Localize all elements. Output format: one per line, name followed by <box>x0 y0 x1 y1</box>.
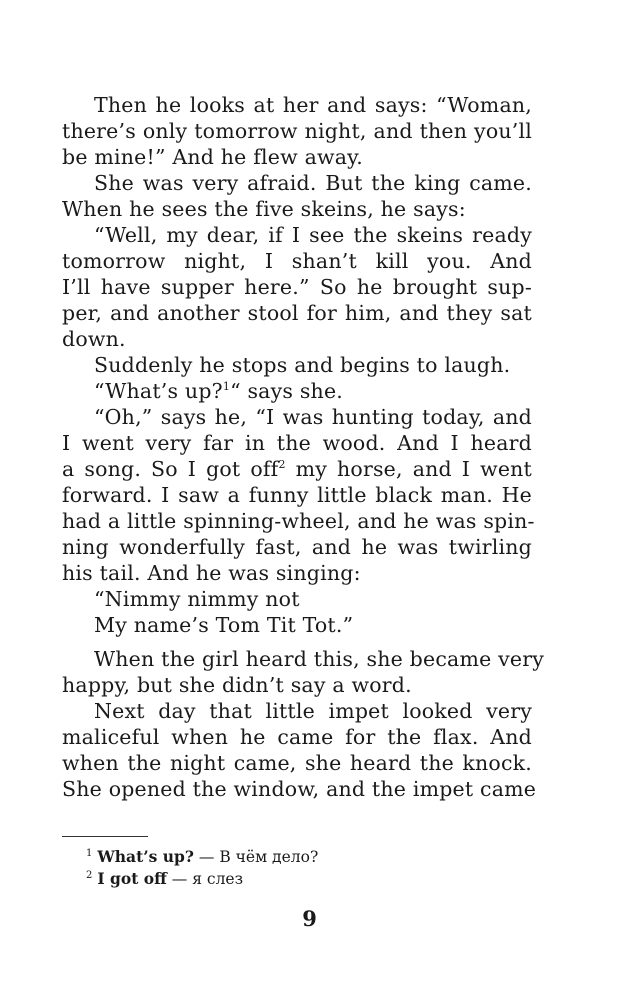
text-line: She was very afraid. But the king came. <box>94 171 532 195</box>
footnote-translation: В чём дело? <box>219 848 319 866</box>
text-line-with-footnote <box>62 456 532 482</box>
text-line: his tail. And he was singing: <box>62 561 361 585</box>
footnote-separator: — <box>166 870 193 888</box>
text-line: forward. I saw a funny little black man. He <box>62 483 532 507</box>
text-segment: a song. So I got off <box>62 457 279 481</box>
footnote-mark: 2 <box>278 458 286 471</box>
text-line: be mine!” And he flew away. <box>62 145 363 169</box>
text-line: Next day that little impet looked very <box>94 699 532 723</box>
text-line: She opened the window, and the impet came <box>62 777 537 801</box>
text-line: when the night came, she heard the knock. <box>62 751 532 775</box>
song-line: “Nimmy nimmy not <box>94 587 300 611</box>
footnote-1 <box>86 844 318 867</box>
text-line: When he sees the five skeins, he says: <box>62 197 466 221</box>
footnote-mark: 1 <box>222 380 231 393</box>
footnote-number: 2 <box>86 870 93 881</box>
footnote-2 <box>86 866 243 889</box>
text-line-with-footnote <box>94 378 532 404</box>
song-line: My name’s Tom Tit Tot.” <box>94 613 354 637</box>
text-line: Suddenly he stops and begins to laugh. <box>94 353 511 377</box>
text-line: Then he looks at her and says: “Woman, <box>94 93 532 117</box>
text-line: tomorrow night, I shan’t kill you. And <box>62 249 532 273</box>
footnote-term: I got off <box>97 869 167 888</box>
footnote-number: 1 <box>86 848 93 859</box>
footnote-divider <box>62 836 148 837</box>
text-line: maliceful when he came for the flax. And <box>62 725 532 749</box>
text-segment: my horse, and I went <box>285 457 532 481</box>
text-segment: “ says she. <box>230 379 343 403</box>
text-line: ning wonderfully fast, and he was twirling <box>62 535 532 559</box>
page-number: 9 <box>302 906 317 931</box>
text-line: “Well, my dear, if I see the skeins ready <box>94 223 532 247</box>
text-line: down. <box>62 327 126 351</box>
text-line: I went very far in the wood. And I heard <box>62 431 532 455</box>
footnote-translation: я слез <box>192 870 244 888</box>
text-line: per, and another stool for him, and they sat <box>62 301 532 325</box>
text-line: there’s only tomorrow night, and then you’ll <box>62 119 532 143</box>
text-line: had a little spinning-wheel, and he was spin- <box>62 509 535 533</box>
footnote-term: What’s up? <box>97 847 194 866</box>
footnote-separator: — <box>193 848 220 866</box>
text-line: “Oh,” says he, “I was hunting today, and <box>94 405 532 429</box>
text-line: happy, but she didn’t say a word. <box>62 673 412 697</box>
text-line: I’ll have supper here.” So he brought sup- <box>62 275 532 299</box>
text-line: When the girl heard this, she became very <box>94 647 545 671</box>
text-segment: “What’s up? <box>94 379 223 403</box>
